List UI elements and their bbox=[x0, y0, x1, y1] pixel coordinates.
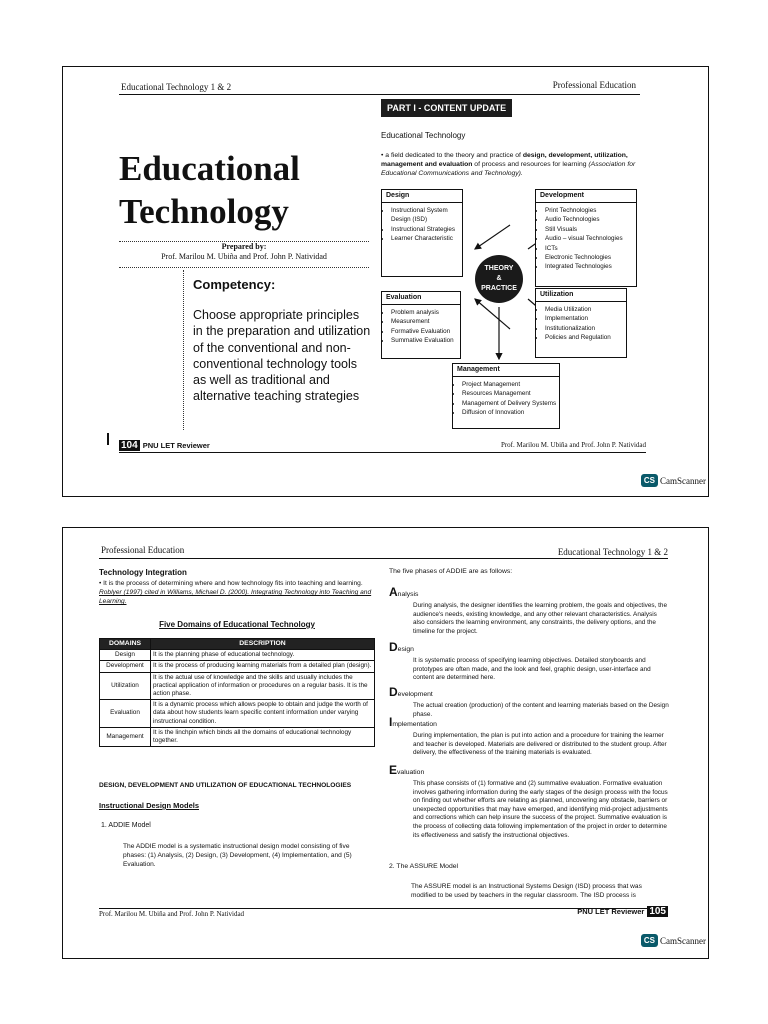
list-item: • Measurement bbox=[391, 317, 460, 326]
definition-citation: (Association for Educational Communications and Technology). bbox=[381, 161, 636, 177]
phase-block bbox=[389, 638, 669, 683]
development-box-title: Development bbox=[536, 190, 636, 203]
title-line-1: Educational bbox=[119, 149, 300, 188]
description-cell: It is the process of producing learning materials from a detailed plan (design). bbox=[151, 661, 375, 672]
evaluation-box bbox=[381, 291, 461, 359]
phase-initial: I bbox=[389, 715, 393, 729]
integration-sentence: It is the process of determining where and how technology fits into teaching and learning. bbox=[103, 580, 363, 587]
bullet-dot: • bbox=[99, 580, 104, 587]
phase-block bbox=[389, 713, 669, 758]
phase-initial: E bbox=[389, 763, 398, 777]
phase-heading bbox=[389, 683, 669, 701]
integration-citation: Roblyer (1997) cited in Williams, Michael D. (2000). Integrating Technology into Teaching and Learning. bbox=[99, 589, 372, 605]
scanned-page-105 bbox=[62, 527, 709, 959]
camscanner-label: CamScanner bbox=[660, 935, 706, 946]
table-title: Five Domains of Educational Technology bbox=[159, 620, 315, 629]
utilization-box-title: Utilization bbox=[536, 289, 626, 302]
integration-title: Technology Integration bbox=[99, 568, 187, 577]
phase-name: valuation bbox=[397, 769, 425, 776]
assure-text: The ASSURE model is an Instructional Systems Design (ISD) process that was modified to be used by teachers in the regular classroom. The ISD process is bbox=[411, 883, 642, 899]
competency-text: Choose appropriate principles in the preparation and utilization of the conventional and non-conventional technology tools as well as traditional and alternative teaching strategies bbox=[193, 308, 371, 404]
phase-name: esign bbox=[397, 646, 414, 653]
margin-mark bbox=[107, 433, 109, 445]
running-header-right: Educational Technology 1 & 2 bbox=[557, 547, 668, 557]
design-list bbox=[382, 206, 462, 244]
title-line-2: Technology bbox=[119, 192, 289, 231]
definition-text: a field dedicated to the theory and practice of bbox=[385, 152, 523, 159]
phase-heading bbox=[389, 583, 669, 601]
phase-heading bbox=[389, 761, 669, 779]
table-row bbox=[100, 700, 375, 728]
arrow-evaluation bbox=[475, 299, 510, 329]
scanned-page-104 bbox=[62, 66, 709, 497]
list-item: • Summative Evaluation bbox=[391, 336, 460, 345]
list-item: • Problem analysis bbox=[391, 308, 460, 317]
list-item: • Print Technologies bbox=[545, 206, 636, 215]
table-row bbox=[100, 650, 375, 661]
camscanner-logo: CS bbox=[641, 474, 658, 487]
utilization-list bbox=[536, 305, 626, 343]
list-item: • Instructional Strategies bbox=[391, 225, 462, 234]
domains-table-body bbox=[100, 650, 375, 747]
center-label bbox=[475, 264, 523, 294]
definition-bold: design, development, utilization, management and evaluation bbox=[381, 152, 628, 168]
evaluation-list bbox=[382, 308, 460, 346]
list-item: • Electronic Technologies bbox=[545, 253, 636, 262]
phase-block bbox=[389, 761, 669, 840]
page-footer-left bbox=[119, 440, 210, 451]
addie-heading: 1. ADDIE Model bbox=[101, 822, 151, 829]
list-item: • Management of Delivery Systems bbox=[462, 399, 559, 408]
domains-table bbox=[99, 638, 375, 747]
section-title: Educational Technology bbox=[381, 131, 466, 140]
management-box bbox=[452, 363, 560, 429]
description-cell: It is the linchpin which binds all the domains of educational technology together. bbox=[151, 727, 375, 746]
camscanner-label: CamScanner bbox=[660, 475, 706, 486]
list-item: • Audio Technologies bbox=[545, 215, 636, 224]
management-box-title: Management bbox=[453, 364, 559, 377]
footer-rule bbox=[119, 452, 646, 453]
bullet-dot: • bbox=[381, 152, 386, 159]
page-footer-right bbox=[577, 906, 668, 917]
page-number: 104 bbox=[121, 440, 138, 451]
description-cell: It is the actual use of knowledge and the skills and usually includes the practical application of information or procedures on a regular basis. It is the action phase. bbox=[151, 672, 375, 700]
running-header-left: Educational Technology 1 & 2 bbox=[121, 82, 232, 92]
design-box-title: Design bbox=[382, 190, 462, 203]
phase-name: mplementation bbox=[392, 721, 437, 728]
phase-initial: D bbox=[389, 685, 398, 699]
list-item: • Instructional System Design (ISD) bbox=[391, 206, 462, 225]
footer-book-title: PNU LET Reviewer bbox=[142, 441, 210, 450]
phase-initial: D bbox=[389, 640, 398, 654]
column-header-domains: DOMAINS bbox=[100, 639, 151, 650]
phase-name: evelopment bbox=[397, 691, 433, 698]
list-item: • ICTs bbox=[545, 244, 636, 253]
column-header-description: DESCRIPTION bbox=[151, 639, 375, 650]
definition-post: of process and resources for learning bbox=[472, 161, 589, 168]
part-banner: PART I - CONTENT UPDATE bbox=[381, 99, 512, 117]
list-item: • Policies and Regulation bbox=[545, 333, 626, 342]
table-row bbox=[100, 661, 375, 672]
utilization-box bbox=[535, 288, 627, 358]
arrow-design bbox=[475, 225, 510, 249]
page-number: 105 bbox=[649, 906, 666, 917]
table-row bbox=[100, 727, 375, 746]
list-item: • Formative Evaluation bbox=[391, 327, 460, 336]
phase-text: The actual creation (production) of the content and learning materials based on the Design phase. bbox=[413, 702, 669, 718]
table-row bbox=[100, 672, 375, 700]
table-header-row bbox=[100, 639, 375, 650]
ddu-title: DESIGN, DEVELOPMENT AND UTILIZATION OF EDUCATIONAL TECHNOLOGIES bbox=[99, 782, 352, 789]
domain-cell: Design bbox=[100, 650, 151, 661]
evaluation-box-title: Evaluation bbox=[382, 292, 460, 305]
domain-cell: Management bbox=[100, 727, 151, 746]
center-line-1: THEORY bbox=[484, 265, 514, 272]
description-cell: It is a dynamic process which allows people to obtain and judge the worth of data about how students learn specific content information under varying instructional condition. bbox=[151, 700, 375, 728]
list-item: • Implementation bbox=[545, 314, 626, 323]
integration-text bbox=[99, 579, 375, 606]
phase-heading bbox=[389, 713, 669, 731]
management-list bbox=[453, 380, 559, 418]
domain-cell: Development bbox=[100, 661, 151, 672]
running-header-right: Professional Education bbox=[552, 80, 636, 90]
list-item: • Audio – visual Technologies bbox=[545, 234, 636, 243]
phase-text: During analysis, the designer identifies the learning problem, the goals and objectives, the audience's needs, existing knowledge, and any other relevant characteristics. Analysis also considers the learning environment, any constraints, the delivery options, and the timeline for the project. bbox=[413, 602, 668, 635]
addie-text: The ADDIE model is a systematic instructional design model consisting of five phases: (1) Analysis, (2) Design, (3) Development, (4) Implementation, and (5) Evaluation. bbox=[123, 843, 352, 868]
phase-initial: A bbox=[389, 585, 398, 599]
list-item: • Media Utilization bbox=[545, 305, 626, 314]
assure-heading: 2. The ASSURE Model bbox=[389, 863, 459, 870]
center-line-3: PRACTICE bbox=[481, 285, 517, 292]
development-box bbox=[535, 189, 637, 287]
list-item: • Integrated Technologies bbox=[545, 262, 636, 271]
phase-text: It is systematic process of specifying learning objectives. Detailed storyboards and prototypes are often made, and the look and feel, graphic design, user-interface and content are determined here. bbox=[413, 657, 651, 682]
running-header-left: Professional Education bbox=[101, 545, 185, 555]
phase-text: This phase consists of (1) formative and (2) summative evaluation. Formative evaluation involves gathering information during the early stages of the design process with the focus on finding out whether efforts are relating as planned, uncovering any obstacle, barriers or unexpected opportunities that may have emerged, and identifying mid-project adjustments and corrections which can help insure the success of the project. Summative evaluation is the process of collecting data following implementation of the project in order to determine its effectiveness and satisfy the instructional objectives. bbox=[413, 780, 668, 839]
list-item: • Learner Characteristic bbox=[391, 234, 462, 243]
phase-heading bbox=[389, 638, 669, 656]
models-title: Instructional Design Models bbox=[99, 801, 200, 810]
phase-text: During implementation, the plan is put into action and a procedure for training the learner and teacher is developed. Materials are delivered or distributed to the student group. After delivery, the effectiveness of the training materials is evaluated. bbox=[413, 732, 667, 757]
list-item: • Still Visuals bbox=[545, 225, 636, 234]
phase-block bbox=[389, 583, 669, 636]
design-box bbox=[381, 189, 463, 277]
development-list bbox=[536, 206, 636, 272]
header-rule bbox=[99, 558, 668, 559]
camscanner-watermark-2 bbox=[641, 934, 706, 947]
phase-name: nalysis bbox=[397, 591, 419, 598]
footer-book-title: PNU LET Reviewer bbox=[577, 907, 645, 916]
phases-intro: The five phases of ADDIE are as follows: bbox=[389, 568, 513, 575]
footer-authors: Prof. Marilou M. Ubiña and Prof. John P. Natividad bbox=[99, 910, 245, 918]
list-item: • Diffusion of Innovation bbox=[462, 408, 559, 417]
domain-cell: Evaluation bbox=[100, 700, 151, 728]
camscanner-watermark-1 bbox=[641, 474, 706, 487]
camscanner-logo: CS bbox=[641, 934, 658, 947]
description-cell: It is the planning phase of educational technology. bbox=[151, 650, 375, 661]
prepared-by-label: Prepared by: bbox=[221, 242, 267, 251]
list-item: • Project Management bbox=[462, 380, 559, 389]
footer-authors: Prof. Marilou M. Ubiña and Prof. John P. Natividad bbox=[500, 441, 646, 449]
center-line-2: & bbox=[496, 275, 502, 282]
domain-cell: Utilization bbox=[100, 672, 151, 700]
list-item: • Institutionalization bbox=[545, 324, 626, 333]
competency-title: Competency: bbox=[193, 277, 276, 292]
list-item: • Resources Management bbox=[462, 389, 559, 398]
authors: Prof. Marilou M. Ubiña and Prof. John P. Natividad bbox=[161, 252, 327, 261]
